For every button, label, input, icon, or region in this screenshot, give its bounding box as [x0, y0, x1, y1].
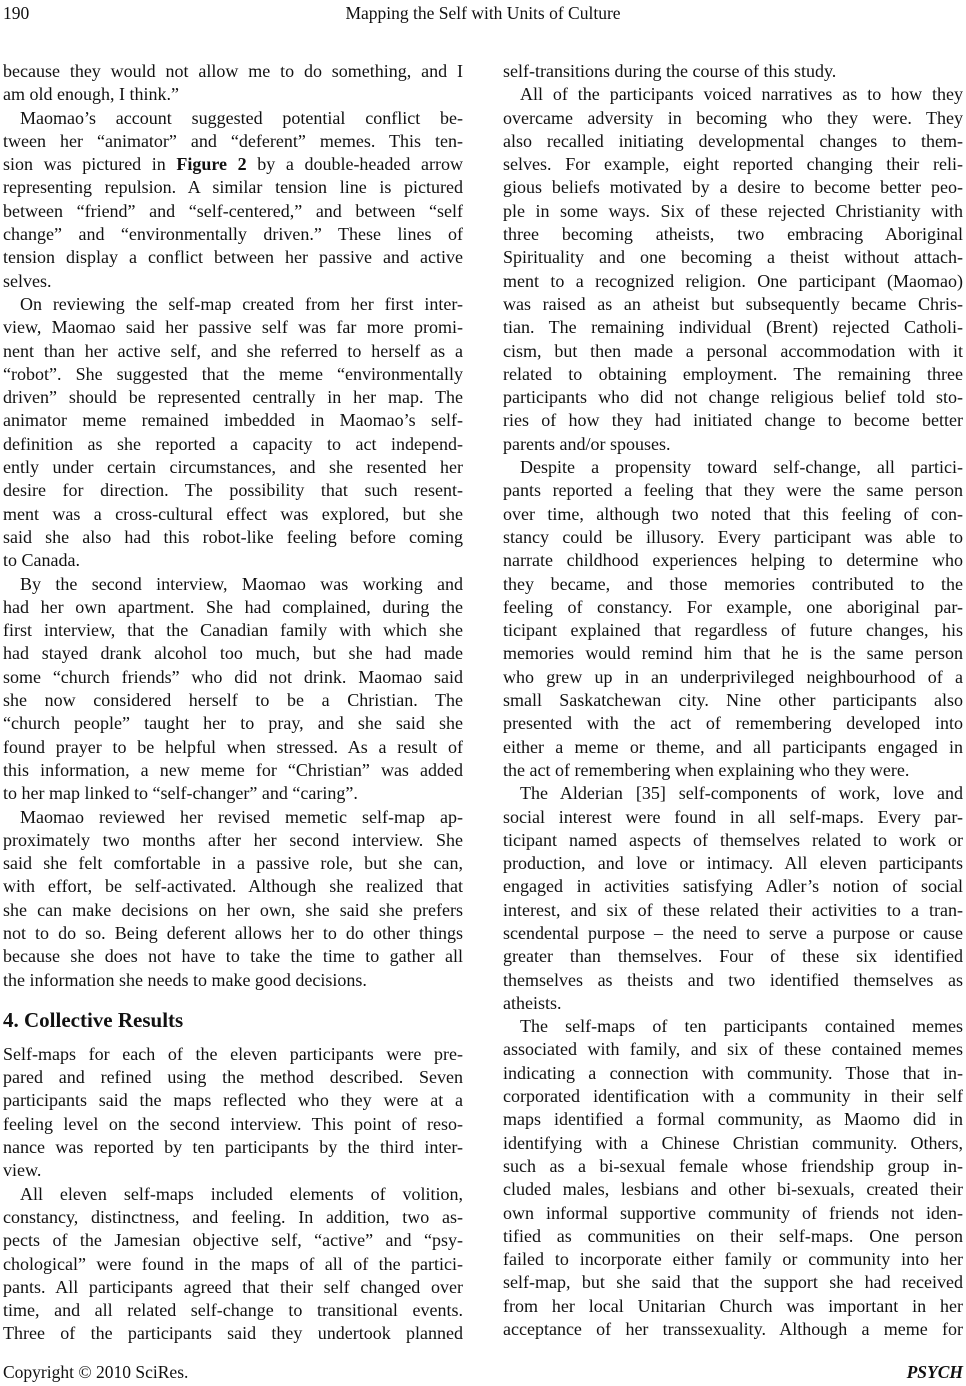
- text-line: stancy could be illusory. Every participant was able to: [503, 526, 963, 547]
- text-line: who grew up in an underprivileged neighbourhood of a: [503, 666, 963, 687]
- text-line: either a meme or theme, and all participants engaged in: [503, 736, 963, 757]
- text-line: selves.: [3, 270, 52, 291]
- text-line: because she does not have to take the time to gather all: [3, 946, 463, 967]
- text-line: Maomao’s account suggested potential conflict be-: [20, 107, 463, 128]
- text-line: The self-maps of ten participants contained memes: [520, 1016, 963, 1037]
- text-line: interest, and six of these related their activities to a tran-: [503, 899, 963, 920]
- text-line: self-map, but she said that the support she had received: [503, 1272, 963, 1293]
- copyright-notice: Copyright © 2010 SciRes.: [3, 1362, 189, 1382]
- text-line: All eleven self-maps included elements of volition,: [20, 1183, 463, 1204]
- text-line: not to do so. Being deferent allows her to do other things: [3, 922, 463, 943]
- paragraph: [3, 1183, 463, 1346]
- text-line: representing repulsion. A similar tension line is pictured: [3, 177, 463, 198]
- text-line: feeling level on the second interview. This point of reso-: [3, 1113, 463, 1134]
- text-line: pects of the Jamesian objective self, “active” and “psy-: [3, 1230, 463, 1251]
- text-line: definition as she reported a capacity to act independ-: [3, 433, 463, 454]
- text-line: nance was reported by ten participants by the third inter-: [3, 1137, 463, 1158]
- text-line: had her own apartment. She had complained, during the: [3, 596, 463, 617]
- text-line: On reviewing the self-map created from her first inter-: [20, 293, 463, 314]
- text-line: am old enough, I think.”: [3, 84, 179, 105]
- text-line: driven” should be represented centrally in her map. The: [3, 387, 463, 408]
- text-line: self-transitions during the course of this study.: [503, 61, 837, 81]
- page-footer: [3, 1362, 963, 1382]
- text-line: greater than themselves. Four of these six identified: [503, 946, 963, 967]
- text-line: failed to incorporate either family or community into her: [503, 1249, 963, 1270]
- text-line: ently under certain circumstances, and she resented her: [3, 457, 463, 478]
- text-line: said she also had this robot-like feeling before coming: [3, 526, 463, 547]
- text-line: “robot”. She suggested that the meme “environmentally: [3, 363, 463, 384]
- text-line: cism, but then made a personal accommodation with it: [503, 340, 963, 361]
- text-line: such as a bi-sexual female whose friendship group in-: [503, 1155, 963, 1176]
- text-line: own informal supportive community of friends not iden-: [503, 1202, 963, 1223]
- paragraph: [3, 60, 463, 107]
- text-line: she now considered herself to be a Christian. The: [3, 690, 463, 711]
- text-line: presented with the act of remembering developed into: [503, 713, 963, 734]
- text-line: Maomao reviewed her revised memetic self-map ap-: [20, 806, 463, 827]
- paragraph: [3, 107, 463, 293]
- text-line: feeling of constancy. For example, one aboriginal par-: [503, 596, 963, 617]
- text-line: to Canada.: [3, 550, 80, 571]
- text-line: proximately two months after her second interview. She: [3, 829, 463, 850]
- text-line: she can make decisions on her own, she said she prefers: [3, 899, 463, 920]
- text-line: production, and love or intimacy. All eleven participants: [503, 853, 963, 874]
- paragraph: [3, 293, 463, 573]
- text-line: Three of the participants said they undertook planned: [3, 1323, 463, 1344]
- text-line: corporated identification with a community in their self: [503, 1086, 963, 1107]
- text-line: also recalled initiating developmental changes to them-: [503, 130, 963, 151]
- text-line: By the second interview, Maomao was working and: [20, 573, 463, 594]
- text-line: associated with family, and six of these contained memes: [503, 1039, 963, 1060]
- paragraph: [3, 806, 463, 992]
- text-line: Despite a propensity toward self-change, all partici-: [520, 457, 963, 478]
- text-line: ticipant named aspects of themselves related to work or: [503, 829, 963, 850]
- paragraph: [503, 83, 963, 456]
- text-line: because they would not allow me to do something, and I: [3, 61, 463, 81]
- text-line: from her local Unitarian Church was important in her: [503, 1295, 963, 1316]
- paragraph: [503, 60, 963, 83]
- text-line: found prayer to be helpful when stressed. As a result of: [3, 736, 463, 757]
- text-line: maps identified a formal community, as Maomo did in: [503, 1109, 963, 1130]
- text-line: themselves as theists and two identified themselves as: [503, 969, 963, 990]
- text-line: ment to a recognized religion. One participant (Maomao): [503, 270, 963, 291]
- text-line: tified as communities on their self-maps. One person: [503, 1225, 963, 1246]
- text-line: small Saskatchewan city. Nine other participants also: [503, 690, 963, 711]
- text-line: had stayed drank alcohol too much, but she had made: [3, 643, 463, 664]
- text-line: with effort, be self-activated. Although she realized that: [3, 876, 463, 897]
- text-line: the information she needs to make good decisions.: [3, 969, 367, 990]
- text-line: over time, although two noted that this feeling of con-: [503, 503, 963, 524]
- text-line: this information, a new meme for “Christian” was added: [3, 759, 463, 780]
- text-line: tension display a conflict between her passive and active: [3, 247, 463, 268]
- left-column: [3, 60, 463, 1346]
- text-line: three becoming atheists, two embracing Aboriginal: [503, 224, 963, 245]
- running-title: Mapping the Self with Units of Culture: [345, 3, 621, 23]
- text-line: change” and “environmentally driven.” These lines of: [3, 224, 463, 245]
- paragraph: [503, 1015, 963, 1341]
- text-line: ticipant explained that regardless of future changes, his: [503, 620, 963, 641]
- text-line: participants who did not change religious belief told sto-: [503, 387, 963, 408]
- text-line: Self-maps for each of the eleven participants were pre-: [3, 1043, 463, 1064]
- text-line: atheists.: [503, 992, 562, 1013]
- text-line: narrate childhood experiences helping to determine who: [503, 550, 963, 571]
- page-number: 190: [3, 3, 30, 23]
- text-line: pared and refined using the method described. Seven: [3, 1067, 463, 1088]
- journal-name: PSYCH: [906, 1362, 963, 1382]
- text-line: tian. The remaining individual (Brent) rejected Catholi-: [503, 317, 963, 338]
- text-line: ment was a cross-cultural effect was explored, but she: [3, 503, 463, 524]
- text-line: acceptance of her transsexuality. Although a meme for: [503, 1319, 963, 1340]
- text-line: view.: [3, 1160, 42, 1181]
- text-line: chological” were found in the maps of all of the partici-: [3, 1253, 463, 1274]
- paragraph: [3, 1043, 463, 1183]
- text-line: The Alderian [35] self-components of work, love and: [520, 783, 963, 804]
- text-line: “church people” taught her to pray, and she said she: [3, 713, 463, 734]
- text-line: said she felt comfortable in a passive role, but she can,: [3, 853, 463, 874]
- text-line: between “friend” and “self-centered,” and between “self: [3, 200, 463, 221]
- text-line: animator meme remained imbedded in Maomao’s self-: [3, 410, 463, 431]
- text-line: pants. All participants agreed that their self changed over: [3, 1276, 463, 1297]
- text-line: related to obtaining employment. The remaining three: [503, 363, 963, 384]
- text-line: indicating a connection with community. Those that in-: [503, 1062, 963, 1083]
- paragraph: [3, 573, 463, 806]
- text-line: participants said the maps reflected who they were at a: [3, 1090, 463, 1111]
- text-line: All of the participants voiced narratives as to how they: [520, 84, 963, 105]
- body-columns: [3, 60, 963, 1346]
- text-line: parents and/or spouses.: [503, 433, 671, 454]
- text-line: the act of remembering when explaining who they were.: [503, 759, 910, 780]
- text-line: nent than her active self, and she referred to herself as a: [3, 340, 463, 361]
- text-line: was raised as an atheist but subsequently became Chris-: [503, 293, 963, 314]
- text-line: engaged in activities satisfying Adler’s notion of social: [503, 876, 963, 897]
- text-line: overcame adversity in becoming who they were. They: [503, 107, 963, 128]
- text-line: identifying with a Chinese Christian community. Others,: [503, 1132, 963, 1153]
- text-line: selves. For example, eight reported changing their reli-: [503, 154, 963, 175]
- text-line: view, Maomao said her passive self was far more promi-: [3, 317, 463, 338]
- text-line: tween her “animator” and “deferent” memes. This ten-: [3, 130, 463, 151]
- page-header: [3, 2, 963, 26]
- section-heading: 4. Collective Results: [3, 1007, 184, 1032]
- paragraph: [503, 456, 963, 782]
- text-line: cluded males, lesbians and other bi-sexuals, created their: [503, 1179, 963, 1200]
- text-line: desire for direction. The possibility that such resent-: [3, 480, 463, 501]
- text-line: some “church friends” who did not drink. Maomao said: [3, 666, 463, 687]
- text-line: Spirituality and one becoming a theist without attach-: [503, 247, 963, 268]
- text-line: gious beliefs motivated by a desire to become better peo-: [503, 177, 963, 198]
- text-line: they became, and those memories contributed to the: [503, 573, 963, 594]
- text-line: first interview, that the Canadian family with which she: [3, 620, 463, 641]
- right-column: [503, 60, 963, 1346]
- text-line: to her map linked to “self-changer” and “caring”.: [3, 783, 358, 804]
- text-line: time, and all related self-change to transitional events.: [3, 1300, 463, 1321]
- text-line: constancy, distinctness, and feeling. In addition, two as-: [3, 1206, 463, 1227]
- text-line: memories would remind him that he is the same person: [503, 643, 963, 664]
- text-line: scendental purpose – the need to serve a purpose or cause: [503, 922, 963, 943]
- text-line: ries of how they had initiated change to become better: [503, 410, 963, 431]
- paragraph: [503, 782, 963, 1015]
- text-line: pants reported a feeling that they were the same person: [503, 480, 963, 501]
- text-line: sion was pictured in Figure 2 by a double-headed arrow: [3, 154, 463, 175]
- text-line: social interest were found in all self-maps. Every par-: [503, 806, 963, 827]
- text-line: ple in some ways. Six of these rejected Christianity with: [503, 200, 963, 221]
